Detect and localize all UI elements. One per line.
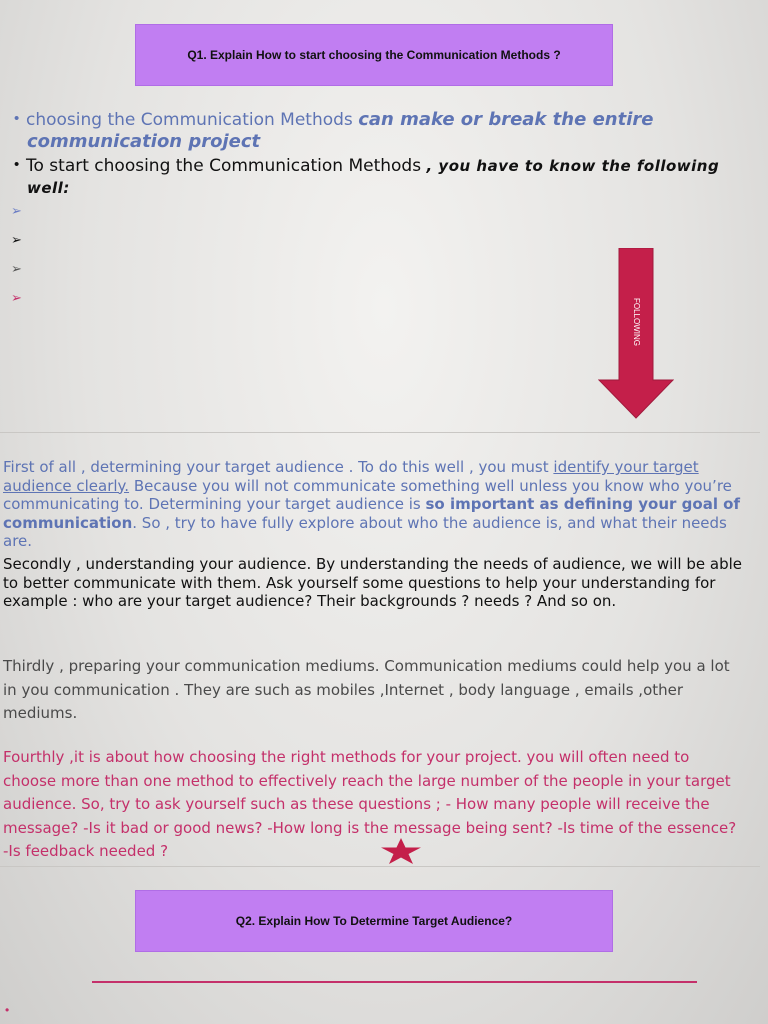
p1-text-1: First of all , determining your target audience . To do this well , you must (3, 458, 554, 476)
star-icon (380, 837, 422, 865)
arrow-bullet-icon: ➢ (11, 261, 22, 276)
arrow-bullet-icon: ➢ (11, 203, 22, 218)
paragraph-target-audience (3, 458, 743, 551)
bullet-emphasis-continued: well: (27, 179, 70, 197)
section-divider (0, 866, 760, 867)
question-2-title: Q2. Explain How To Determine Target Audience? (235, 914, 513, 928)
arrow-label: FOLLOWING (631, 297, 641, 347)
paragraph-choosing-methods: Fourthly ,it is about how choosing the right methods for your project. you will often need to choose more than one method to effectively reach the large number of the people in your target audience. So, try to ask yourself such as these questions ; - How many people will receive the message? -Is it bad or good news? -How long is the message being sent? -Is time of the essence? -Is feedback needed ? (3, 748, 737, 860)
p1-bold: so important as defining your goal of communication (3, 495, 741, 532)
section-divider (0, 432, 760, 433)
paragraph-understanding-audience: Secondly , understanding your audience. By understanding the needs of audience, we will be able to better communicate with them. Ask yourself some questions to help your understanding for example : who are your target audience? Their backgrounds ? needs ? And so on. (3, 555, 742, 610)
bullet-emphasis-continued: communication project (27, 131, 261, 152)
down-arrow-icon (598, 248, 674, 420)
bullet-text: choosing the Communication Methods (26, 110, 359, 130)
p1-text-3: . So , try to have fully explore about who the audience is, and what their needs are. (3, 513, 727, 550)
bullet-emphasis: , you have to know the following (426, 157, 720, 175)
bullet-emphasis: can make or break the entire (358, 109, 654, 130)
paragraph-communication-mediums: Thirdly , preparing your communication mediums. Communication mediums could help you a lot in you communication . They are such as mobiles ,Internet , body language , emails ,other mediums. (3, 657, 730, 722)
p1-underlined: identify your target audience clearly. (3, 458, 699, 495)
bullet-choosing-methods (14, 108, 754, 152)
red-rule (92, 981, 697, 983)
question-2-box (135, 890, 613, 952)
arrow-bullet-icon: ➢ (11, 232, 22, 247)
bullet-dot: • (5, 1003, 10, 1017)
question-1-box (135, 24, 613, 86)
bullet-start-choosing (14, 154, 754, 199)
p1-text-2: Because you will not communicate something well unless you know who you’re communicating to. Determining your target audience is (3, 476, 732, 513)
bullet-dot: • (14, 110, 20, 127)
question-1-title: Q1. Explain How to start choosing the Communication Methods ? (187, 48, 561, 62)
bullet-dot: • (14, 156, 20, 173)
arrow-bullet-icon: ➢ (11, 290, 22, 305)
bullet-text: To start choosing the Communication Methods (26, 156, 427, 176)
